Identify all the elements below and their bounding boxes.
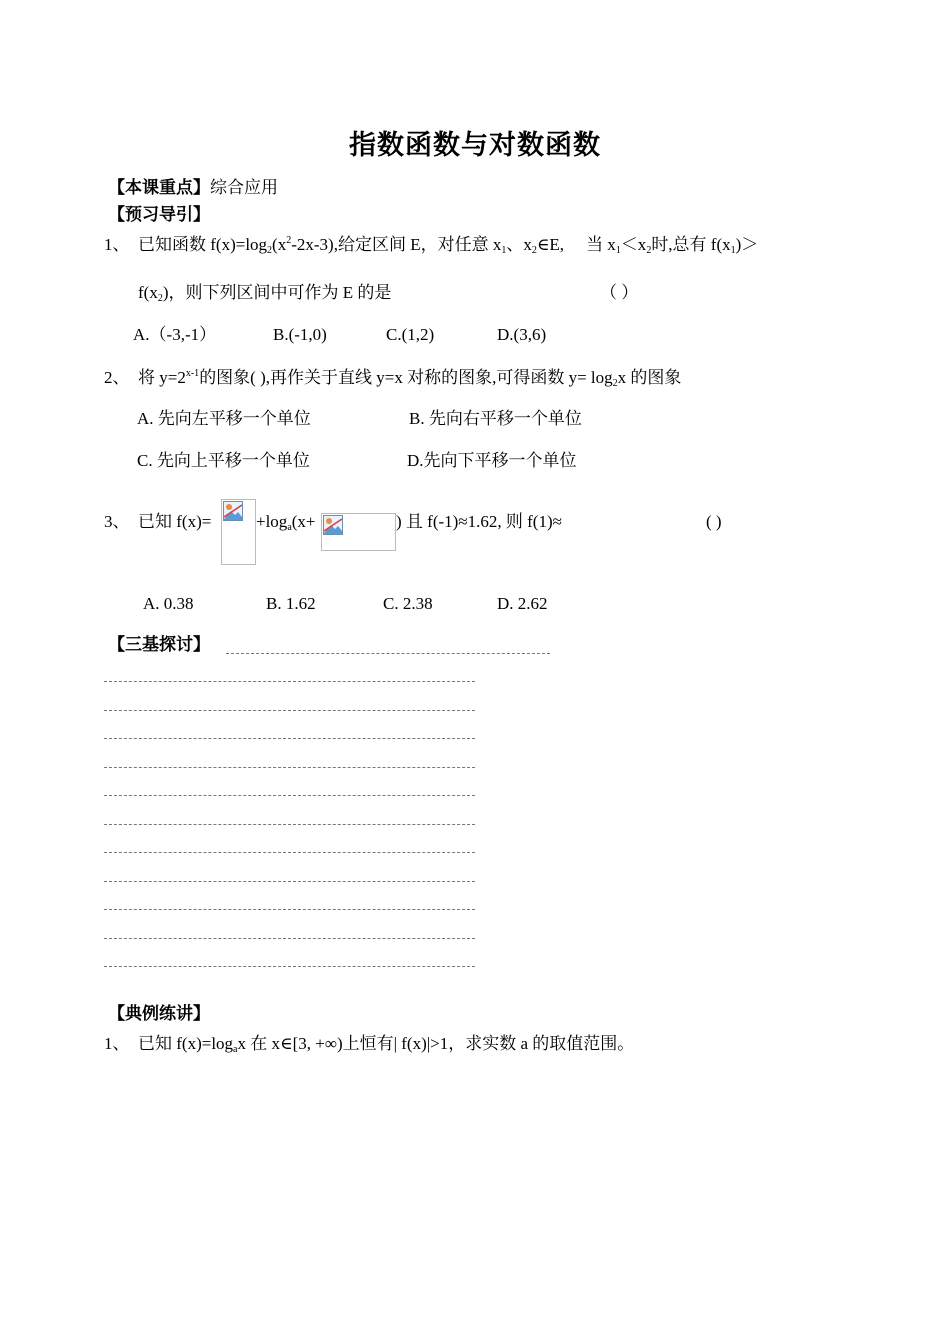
example1-text-b: x 在 x∈[3, +∞)上恒有| f(x)|>1，求实数 a 的取值范围。: [237, 1034, 635, 1053]
q1-text: 、x: [506, 235, 532, 254]
focus-label: 【本课重点】: [108, 178, 210, 198]
q2-text: 将 y=2: [138, 368, 186, 387]
preview-label: 【预习导引】: [108, 205, 210, 225]
q1-sub: 1: [730, 245, 736, 256]
q2-line1: [138, 368, 682, 389]
q1-sub: 2: [531, 245, 537, 256]
focus-line: [108, 179, 278, 197]
q1-option-c: C.(1,2): [386, 325, 435, 344]
q2-text: x 的图象: [617, 368, 682, 387]
q3-text-b: [256, 512, 316, 533]
broken-image-icon: [223, 501, 243, 521]
q1-answer-paren: （ ）: [600, 283, 639, 302]
q1-text: 当 x: [586, 235, 616, 254]
answer-line: [104, 710, 475, 711]
q1-line2: [138, 283, 392, 304]
answer-line: [104, 681, 475, 682]
q2-sub: 2: [612, 378, 618, 389]
q1-number: 1、: [104, 235, 130, 254]
q3-option-b: B. 1.62: [266, 594, 316, 613]
q2-sup: x-1: [185, 368, 200, 379]
q3-text-d: ) 且 f(-1)≈1.62, 则 f(1)≈: [396, 512, 562, 531]
q3-option-c: C. 2.38: [383, 594, 433, 613]
q2-option-d: D.先向下平移一个单位: [407, 451, 577, 470]
q2-option-a: A. 先向左平移一个单位: [137, 409, 311, 428]
broken-image-icon: [323, 515, 343, 535]
q1-line1: [138, 235, 759, 256]
q1-sub: 2: [267, 245, 273, 256]
q1-sub: 2: [157, 293, 163, 304]
answer-line: [104, 881, 475, 882]
q1-sup: 2: [286, 235, 292, 246]
q2-option-c: C. 先向上平移一个单位: [137, 451, 310, 470]
discuss-label: 【三基探讨】: [108, 635, 210, 655]
q1-option-b: B.(-1,0): [273, 325, 327, 344]
page-title: 指数函数与对数函数: [349, 130, 601, 161]
answer-line: [226, 653, 550, 654]
q1-text: -2x-3),给定区间 E，对任意 x: [291, 235, 502, 254]
q2-text: 的图象( ),再作关于直线 y=x 对称的图象,可得函数 y= log: [199, 368, 613, 387]
q3-answer-paren: ( ): [706, 512, 722, 531]
q1-text: )＞: [735, 235, 759, 254]
q3-sub: a: [287, 522, 292, 533]
answer-line: [104, 909, 475, 910]
focus-text: 综合应用: [210, 178, 278, 197]
q3-text-a: 已知 f(x)=: [138, 512, 212, 531]
q1-text: ∈E,: [536, 235, 565, 254]
answer-line: [104, 966, 475, 967]
q1-sub: 1: [615, 245, 621, 256]
q1-option-d: D.(3,6): [497, 325, 547, 344]
examples-label: 【典例练讲】: [108, 1004, 210, 1024]
answer-line: [104, 852, 475, 853]
answer-line: [104, 795, 475, 796]
formula-image-2: [321, 513, 396, 551]
q2-number: 2、: [104, 368, 130, 387]
q3-text: (x+: [291, 512, 316, 531]
q1-sub: 2: [646, 245, 652, 256]
q3-text: +log: [256, 512, 288, 531]
q1-sub: 1: [501, 245, 507, 256]
q3-number: 3、: [104, 512, 130, 531]
q3-option-a: A. 0.38: [143, 594, 194, 613]
answer-line: [104, 824, 475, 825]
answer-line: [104, 767, 475, 768]
formula-image-1: [221, 499, 256, 565]
q1-text: ＜x: [620, 235, 647, 254]
q1-text: )，则下列区间中可作为 E 的是: [162, 283, 392, 302]
q1-text: 时,总有 f(x: [651, 235, 731, 254]
q3-option-d: D. 2.62: [497, 594, 548, 613]
q2-option-b: B. 先向右平移一个单位: [409, 409, 582, 428]
q1-text: 已知函数 f(x)=log: [138, 235, 268, 254]
answer-line: [104, 738, 475, 739]
example1-number: 1、: [104, 1034, 130, 1053]
example1-sub: a: [233, 1044, 238, 1055]
q1-option-a: A.（-3,-1）: [133, 325, 217, 344]
q1-text: (x: [272, 235, 287, 254]
example1-text-a: 已知 f(x)=log: [138, 1034, 234, 1053]
answer-line: [104, 938, 475, 939]
q1-text: f(x: [138, 283, 158, 302]
example1-text: [138, 1034, 635, 1055]
